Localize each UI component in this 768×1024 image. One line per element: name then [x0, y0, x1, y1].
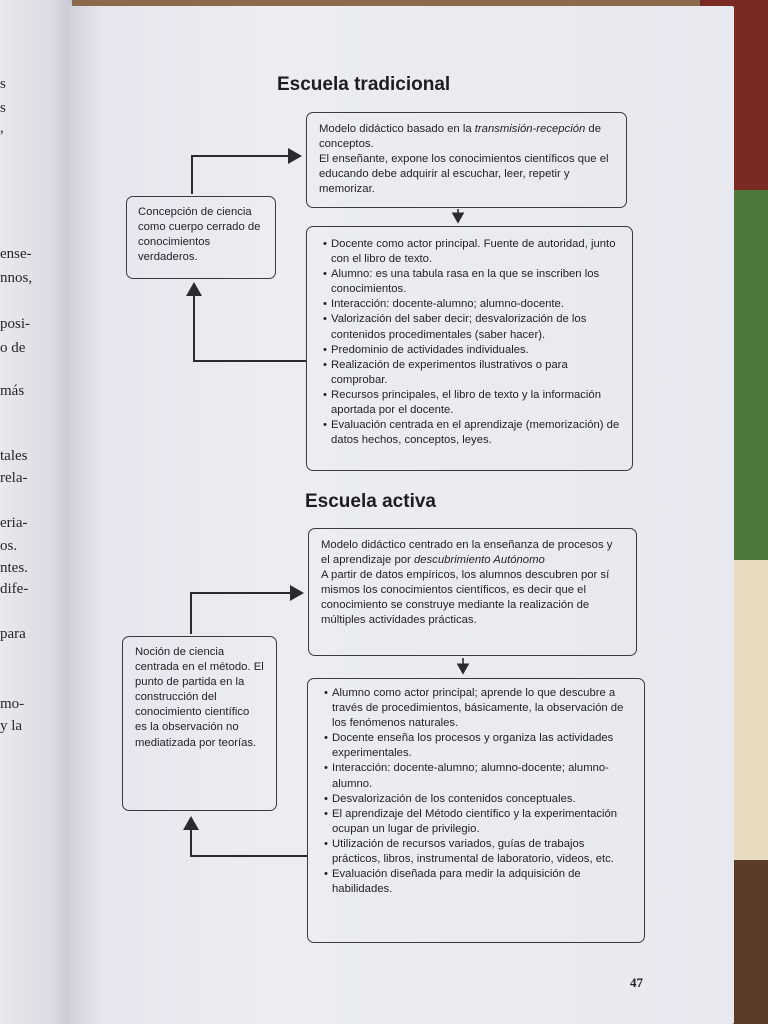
left-page-text: s — [0, 76, 6, 92]
list-item: • Alumno: es una tabula rasa en la que se inscriben los conocimientos. — [323, 267, 620, 297]
model-detail: El enseñante, expone los conocimientos científicos que el educando debe adquirir al escuchar, leer, repetir y memorizar. — [319, 153, 609, 196]
left-page-text: eria- — [0, 515, 28, 531]
arrow-list-to-concept — [194, 284, 306, 361]
left-page-text: tales — [0, 448, 28, 464]
list-item: • Evaluación centrada en el aprendizaje (memorización) de datos hechos, conceptos, leyes. — [323, 418, 620, 448]
characteristics-list — [324, 686, 634, 897]
left-page-text: más — [0, 383, 25, 399]
page-number: 47 — [630, 975, 643, 990]
arrow-concept-to-model — [192, 156, 300, 194]
concept-text: Noción de ciencia centrada en el método. El punto de partida en la construcción del conocimiento científico es la observación no mediatizada por teorías. — [135, 646, 264, 749]
left-page-text: para — [0, 626, 26, 642]
list-item: • Evaluación diseñada para medir la adquisición de habilidades. — [324, 867, 634, 897]
list-item: • Docente como actor principal. Fuente de autoridad, junto con el libro de texto. — [323, 237, 620, 267]
left-page-text: dife- — [0, 581, 29, 597]
concept-text: Concepción de ciencia como cuerpo cerrado de conocimientos verdaderos. — [138, 206, 261, 264]
left-page-text: rela- — [0, 470, 28, 486]
left-page-text: ense- — [0, 246, 32, 262]
list-item: • El aprendizaje del Método científico y la experimentación ocupan un lugar de privilegio. — [324, 807, 634, 837]
traditional-characteristics-box — [306, 226, 633, 471]
left-page-text: mo- — [0, 696, 25, 712]
list-item: • Recursos principales, el libro de texto y la información aportada por el docente. — [323, 388, 620, 418]
left-page-text: ntes. — [0, 560, 28, 576]
traditional-concept-box — [126, 196, 276, 279]
list-item: • Alumno como actor principal; aprende lo que descubre a través de procedimientos, básicamente, la observación de los fenómenos naturales. — [324, 686, 634, 731]
active-characteristics-box — [307, 678, 645, 943]
arrow-list-to-concept — [191, 818, 308, 856]
left-page-text: , — [0, 120, 4, 136]
left-page-text: posi- — [0, 316, 30, 332]
left-page-text: s — [0, 100, 6, 116]
list-item: • Predominio de actividades individuales. — [323, 343, 620, 358]
list-item: • Valorización del saber decir; desvalorización de los contenidos procedimentales (saber hacer). — [323, 312, 620, 342]
list-item: • Desvalorización de los contenidos conceptuales. — [324, 792, 634, 807]
section-title-active: Escuela activa — [305, 491, 436, 512]
arrow-concept-to-model — [191, 593, 302, 634]
model-definition: Modelo didáctico basado en la transmisión-recepción de conceptos. — [319, 123, 601, 151]
characteristics-list — [323, 237, 620, 448]
active-concept-box — [122, 636, 277, 811]
active-model-box — [308, 528, 637, 656]
section-title-traditional: Escuela tradicional — [277, 74, 451, 95]
left-page-text: o de — [0, 340, 26, 356]
left-page-text: os. — [0, 538, 18, 554]
list-item: • Realización de experimentos ilustrativos o para comprobar. — [323, 358, 620, 388]
list-item: • Interacción: docente-alumno; alumno-docente. — [323, 297, 620, 312]
list-item: • Docente enseña los procesos y organiza las actividades experimentales. — [324, 731, 634, 761]
left-page-text: y la — [0, 718, 23, 734]
left-page-text: nnos, — [0, 270, 33, 286]
model-definition: Modelo didáctico centrado en la enseñanza de procesos y el aprendizaje por descubrimiento Autónomo — [321, 539, 613, 567]
list-item: • Interacción: docente-alumno; alumno-docente; alumno-alumno. — [324, 761, 634, 791]
model-detail: A partir de datos empíricos, los alumnos descubren por sí mismos los conocimientos científicos, es decir que el conocimiento se construye mediante la realización de múltiples actividades prácticas. — [321, 569, 610, 627]
traditional-model-box — [306, 112, 627, 208]
list-item: • Utilización de recursos variados, guías de trabajos prácticos, libros, instrumental de laboratorio, videos, etc. — [324, 837, 634, 867]
